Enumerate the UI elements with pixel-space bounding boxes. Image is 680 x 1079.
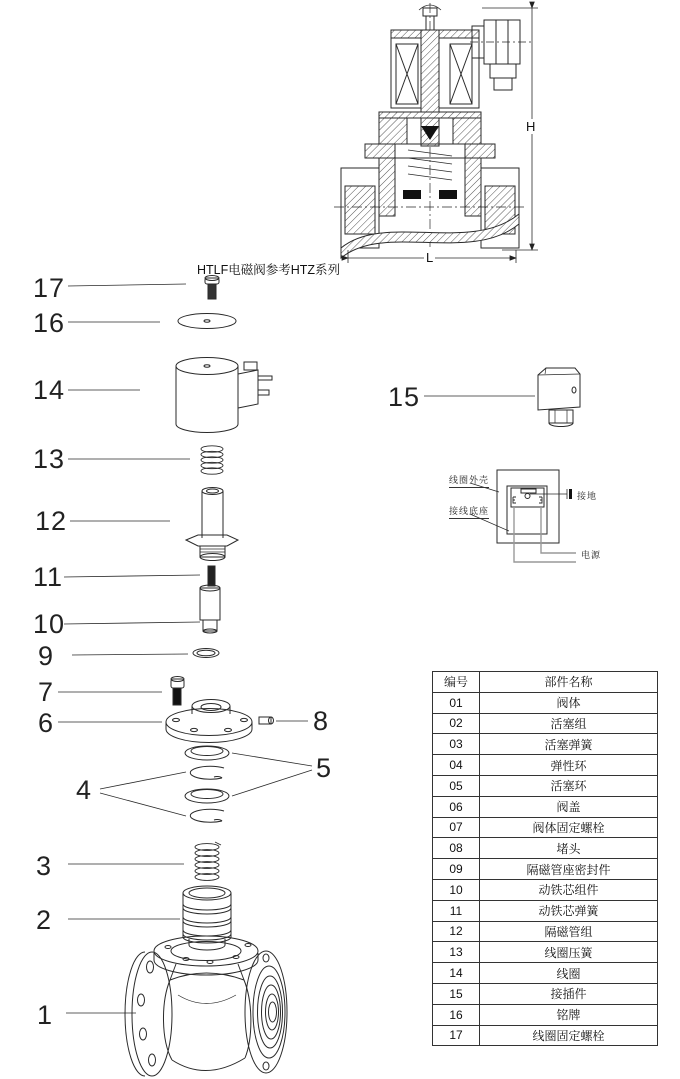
part-number-cell: 14 (433, 963, 480, 984)
parts-table (432, 671, 658, 1046)
terminal-left (513, 497, 516, 503)
coil-winding-right (450, 44, 472, 104)
part-17-coil-screw (205, 276, 219, 300)
part-number-cell: 09 (433, 859, 480, 880)
din-connector-side-view (470, 20, 534, 90)
callout-11: 11 (33, 562, 64, 592)
callout-6: 6 (38, 708, 55, 738)
terminal-base-label: 接线底座 (449, 504, 489, 519)
table-row (433, 692, 658, 713)
table-row (433, 963, 658, 984)
table-row (433, 817, 658, 838)
coil-housing-label: 线圈外壳 (449, 473, 489, 488)
part-number-cell: 05 (433, 775, 480, 796)
part-number-cell: 08 (433, 838, 480, 859)
callout-14: 14 (33, 375, 66, 405)
part-13-coil-spring (201, 446, 223, 474)
part-name-cell: 铭牌 (480, 1004, 658, 1025)
terminal-right (539, 497, 542, 503)
part-name-cell: 动铁芯组件 (480, 879, 658, 900)
callout-15: 15 (388, 382, 421, 412)
part-14-coil (176, 358, 272, 433)
part-number-cell: 10 (433, 879, 480, 900)
part-8-plug (259, 717, 274, 724)
part-number-cell: 02 (433, 713, 480, 734)
part-number-cell: 12 (433, 921, 480, 942)
table-row (433, 755, 658, 776)
part-number-cell: 06 (433, 796, 480, 817)
callout-8: 8 (313, 706, 330, 736)
part-7-body-screw (171, 677, 184, 706)
part-15-connector (538, 368, 580, 427)
callout-4: 4 (76, 775, 93, 805)
power-label: 电源 (581, 550, 602, 560)
table-row (433, 796, 658, 817)
parts-table-body (433, 692, 658, 1046)
ground-symbol (569, 489, 572, 499)
table-row (433, 879, 658, 900)
part-name-cell: 阀体固定螺栓 (480, 817, 658, 838)
callout-16: 16 (33, 308, 66, 338)
part-number-cell: 04 (433, 755, 480, 776)
part-name-cell: 线圈固定螺栓 (480, 1025, 658, 1046)
part-4-elastic-rings (190, 766, 224, 822)
table-row (433, 900, 658, 921)
part-3-piston-spring (195, 842, 221, 880)
part-9-seal-ring (193, 649, 219, 658)
callout-17: 17 (33, 273, 66, 303)
valve-cross-section-drawing (334, 3, 538, 263)
part-name-cell: 活塞组 (480, 713, 658, 734)
part-1-valve-body (125, 936, 287, 1076)
table-row (433, 734, 658, 755)
part-name-cell: 活塞弹簧 (480, 734, 658, 755)
table-row (433, 775, 658, 796)
callout-10: 10 (33, 609, 66, 639)
table-row (433, 983, 658, 1004)
part-name-cell: 线圈 (480, 963, 658, 984)
part-name-cell: 阀盖 (480, 796, 658, 817)
table-row (433, 1004, 658, 1025)
part-number-cell: 03 (433, 734, 480, 755)
callout-1: 1 (37, 1000, 54, 1030)
part-6-bonnet (166, 700, 252, 743)
part-name-cell: 活塞环 (480, 775, 658, 796)
table-row (433, 838, 658, 859)
part-number-cell: 17 (433, 1025, 480, 1046)
dim-L-label: L (426, 250, 434, 265)
callout-5: 5 (316, 753, 333, 783)
part-number-cell: 15 (433, 983, 480, 1004)
part-10-plunger (200, 585, 220, 633)
part-name-cell: 隔磁管座密封件 (480, 859, 658, 880)
part-name-cell: 线圈压簧 (480, 942, 658, 963)
callout-3: 3 (36, 851, 53, 881)
part-11-plunger-spring (208, 566, 215, 586)
part-number-cell: 07 (433, 817, 480, 838)
parts-table-header-row (433, 672, 658, 693)
callout-2: 2 (36, 905, 53, 935)
part-name-cell: 动铁芯弹簧 (480, 900, 658, 921)
table-row (433, 859, 658, 880)
part-name-cell: 弹性环 (480, 755, 658, 776)
part-name-cell: 隔磁管组 (480, 921, 658, 942)
table-row (433, 713, 658, 734)
table-row (433, 942, 658, 963)
part-name-cell: 接插件 (480, 983, 658, 1004)
part-12-guide-tube (186, 488, 238, 561)
series-caption: HTLF电磁阀参考HTZ系列 (197, 263, 341, 277)
table-row (433, 921, 658, 942)
table-row (433, 1025, 658, 1046)
callout-12: 12 (35, 506, 68, 536)
callout-13: 13 (33, 444, 66, 474)
part-name-cell: 堵头 (480, 838, 658, 859)
part-number-cell: 01 (433, 692, 480, 713)
part-number-cell: 16 (433, 1004, 480, 1025)
callout-7: 7 (38, 677, 55, 707)
coil-winding-left (396, 44, 418, 104)
ground-label: 接地 (577, 491, 598, 501)
dim-H-label: H (526, 119, 536, 134)
part-number-cell: 13 (433, 942, 480, 963)
part-number-cell: 11 (433, 900, 480, 921)
callout-9: 9 (38, 641, 55, 671)
part-2-piston (183, 886, 231, 950)
part-16-nameplate (178, 314, 236, 329)
col-header-number: 编号 (433, 672, 480, 693)
col-header-name: 部件名称 (480, 672, 658, 693)
part-name-cell: 阀体 (480, 692, 658, 713)
